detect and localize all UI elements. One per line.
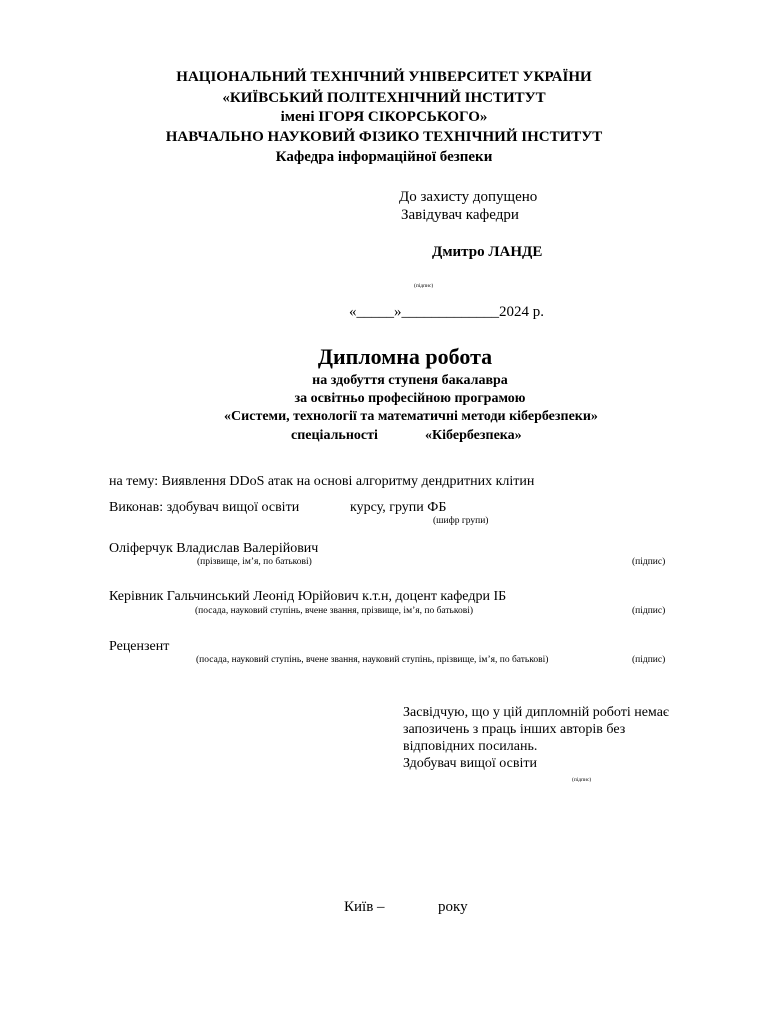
reviewer-signature-caption: (підпис) (632, 655, 666, 665)
university-name-line1: НАЦІОНАЛЬНИЙ ТЕХНІЧНИЙ УНІВЕРСИТЕТ УКРАЇНИ (176, 69, 592, 85)
degree-line: на здобуття ступеня бакалавра (312, 373, 508, 388)
head-of-department-name: Дмитро ЛАНДЕ (432, 244, 543, 260)
supervisor-caption: (посада, науковий ступінь, вчене звання, прізвище, ім’я, по батькові) (195, 606, 474, 616)
student-name-caption: (прізвище, ім’я, по батькові) (197, 557, 312, 567)
department-name: Кафедра інформаційної безпеки (275, 149, 493, 165)
certification-line2: запозичень з праць інших авторів без (403, 722, 626, 737)
group-code-caption: (шифр групи) (433, 516, 489, 526)
institute-name: НАВЧАЛЬНО НАУКОВИЙ ФІЗИКО ТЕХНІЧНИЙ ІНСТИТУТ (165, 129, 603, 145)
supervisor-line: Керівник Гальчинський Леонід Юрійович к.т.н, доцент кафедри ІБ (109, 589, 507, 604)
thesis-topic: на тему: Виявлення DDoS атак на основі алгоритму дендритних клітин (109, 474, 535, 489)
university-name-line3: імені ІГОРЯ СІКОРСЬКОГО» (280, 109, 488, 125)
document-title: Дипломна робота (317, 344, 493, 369)
approval-date-line: «_____»_____________2024 р. (349, 304, 544, 320)
program-intro-line: за освітньо професійною програмою (294, 391, 526, 406)
footer-city: Київ – (344, 899, 385, 915)
reviewer-label: Рецензент (109, 639, 170, 654)
student-name: Оліферчук Владислав Валерійович (109, 541, 319, 556)
performer-label: Виконав: здобувач вищої освіти (109, 500, 300, 515)
student-signature-caption: (підпис) (632, 557, 666, 567)
program-name-line: «Системи, технології та математичні методи кібербезпеки» (224, 409, 598, 424)
head-signature-caption: (підпис) (414, 283, 434, 289)
certification-line3: відповідних посилань. (403, 739, 538, 754)
supervisor-signature-caption: (підпис) (632, 606, 666, 616)
reviewer-caption: (посада, науковий ступінь, вчене звання, науковий ступінь, прізвище, ім’я, по батькові) (196, 655, 549, 665)
university-name-line2: «КИЇВСЬКИЙ ПОЛІТЕХНІЧНИЙ ІНСТИТУТ (222, 90, 546, 106)
approval-line2: Завідувач кафедри (401, 207, 519, 223)
approval-line1: До захисту допущено (399, 189, 538, 205)
specialty-name: «Кібербезпека» (425, 428, 522, 443)
certification-signature-caption: (підпис) (572, 777, 592, 783)
specialty-label: спеціальності (291, 428, 378, 443)
performer-course-group: курсу, групи ФБ (350, 500, 447, 515)
certification-line1: Засвідчую, що у цій дипломній роботі немає (403, 705, 669, 720)
certification-line4: Здобувач вищої освіти (403, 756, 537, 771)
footer-year-word: року (438, 899, 468, 915)
